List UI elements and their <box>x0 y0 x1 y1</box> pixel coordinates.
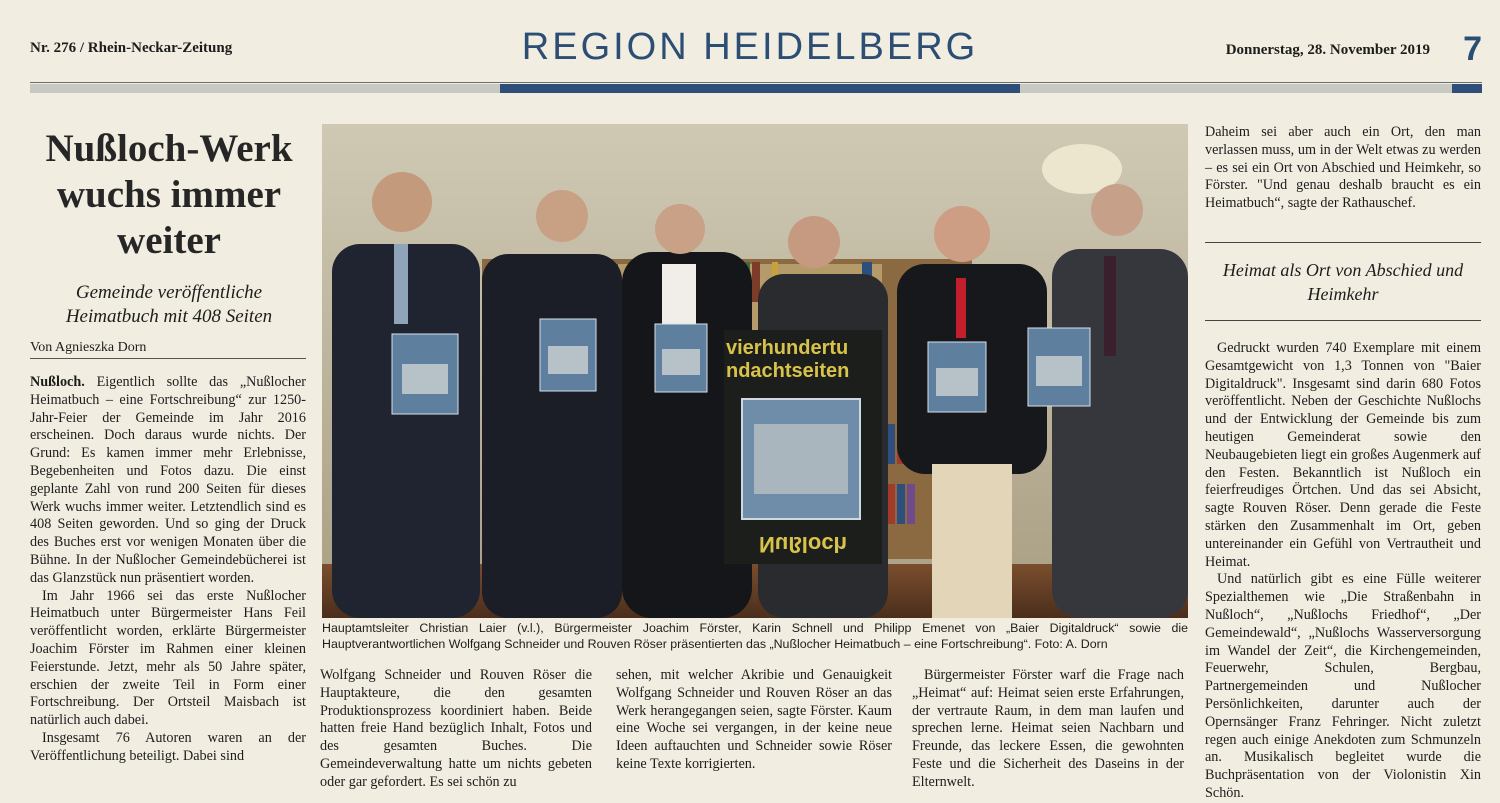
headline: Nußloch-Werk wuchs immer weiter <box>45 127 293 262</box>
book <box>655 324 707 392</box>
paragraph <box>30 374 306 588</box>
issue-label: Nr. 276 / Rhein-Neckar-Zeitung <box>30 40 233 56</box>
paragraph: Insgesamt 76 Autoren waren an der Veröffentlichung beteiligt. Dabei sind <box>30 729 306 764</box>
paragraph: Daheim sei aber auch ein Ort, den man verlassen muss, um in der Welt etwas zu werden – es sei ein Ort von Abschied und Heimkehr, so Förster. "Und genau deshalb braucht es ein Heimatbuch“, sagte der Rathauschef. <box>1205 124 1481 212</box>
pullquote-rule-bottom <box>1205 320 1481 321</box>
paragraph: Und natürlich gibt es eine Fülle weiterer Spezialthemen wie „Die Straßenbahn in Nußloch“, „Nußlochs Friedhof“, „Der Gemeindewald“, „Nußlochs Wasserversorgung im Wandel der Zeit“, die Kirchengemeinden, Feuerwehr, Schulen, Bergbau, Partnergemeinden und Nußlocher Persönlichkeiten, darunter auch der Opernsänger Franz Fehringer. Nicht zuletzt regen auch einige Anekdoten zum Schmunzeln an. Musikalisch begleitet wurde die Buchpräsentation von der Violonistin Xin Schön. <box>1205 571 1481 801</box>
book <box>1028 328 1090 406</box>
header-bar-accent <box>500 84 1020 93</box>
page-number: 7 <box>1463 30 1482 68</box>
paragraph: Im Jahr 1966 sei das erste Nußlocher Heimatbuch unter Bürgermeister Hans Feil veröffentlicht worden, erklärte Bürgermeister Joachim Förster im Rahmen einer kleinen Feierstunde. Jetzt, mehr als 50 Jahre später, erschien der zweite Teil in Form einer Fortschreibung. Der Ortsteil Maisbach ist natürlich auch dabei. <box>30 587 306 729</box>
pullquote: Heimat als Ort von Abschied und Heimkehr <box>1222 260 1464 304</box>
poster-text-line1: vierhundertu <box>726 337 849 359</box>
article-column-3 <box>616 667 892 774</box>
book <box>540 319 596 391</box>
poster-text-bottom: Nußloch <box>759 532 847 557</box>
article-column-5-top <box>1205 124 1481 213</box>
article-column-1 <box>30 374 306 766</box>
article-column-4 <box>912 667 1184 792</box>
paragraph: Bürgermeister Förster warf die Frage nach „Heimat“ auf: Heimat seien erste Erfahrungen, der vertraute Raum, in dem man laufen und sprechen lerne. Heimat seien Nachbarn und Freunde, das leckere Essen, die gewohnten Feste und die Sicherheit des Daseins in der Elternwelt. <box>912 667 1184 790</box>
paragraph: Wolfgang Schneider und Rouven Röser die Hauptakteure, die den gesamten Produktionsprozess koordiniert haben. Beide hatten freie Hand bezüglich Inhalt, Fotos und des gesamten Buches. Die Gemeindeverwaltung hatte um nichts gebeten oder gar gefordert. Es sei schön zu <box>320 667 592 790</box>
poster-text-line2: ndachtseiten <box>726 360 850 382</box>
book <box>392 334 458 414</box>
poster <box>724 330 882 564</box>
section-title: REGION HEIDELBERG <box>521 26 979 68</box>
pullquote-rule-top <box>1205 242 1481 243</box>
photo-caption: Hauptamtsleiter Christian Laier (v.l.), Bürgermeister Joachim Förster, Karin Schnell und Philipp Emenet von „Baier Digitaldruck“ sowie die Hauptverantwortlichen Wolfgang Schneider und Rouven Röser präsentierten das „Nußlocher Heimatbuch – eine Fortschreibung“. Foto: A. Dorn <box>322 621 1188 651</box>
subheadline: Gemeinde veröffentliche Heimatbuch mit 408 Seiten <box>65 282 273 327</box>
book <box>928 342 986 412</box>
byline: Von Agnieszka Dorn <box>30 340 306 359</box>
header-bar-accent-right <box>1452 84 1482 93</box>
photo-scene <box>322 124 1188 618</box>
article-column-2 <box>320 667 592 792</box>
header-rule <box>30 82 1482 83</box>
paragraph: sehen, mit welcher Akribie und Genauigkeit Wolfgang Schneider und Rouven Röser an das Werk herangegangen seien, sagte Förster. Kaum eine Woche sei vergangen, in der keine neue Ideen auftauchten und Schneider sowie Röser keine Texte korrigierten. <box>616 667 892 772</box>
article-photo <box>322 124 1188 618</box>
paragraph: Gedruckt wurden 740 Exemplare mit einem Gesamtgewicht von 1,3 Tonnen von "Baier Digitaldruck". Insgesamt sind darin 680 Fotos veröffentlicht. Neben der Geschichte Nußlochs und der Entwicklung der Gemeinde bis zum heutigen Gemeinderat sowie den Neubaugebieten liegt ein großes Augenmerk auf den Festen. Bekanntlich ist Nußloch ein feierfreudiges Örtchen. Und das sei Absicht, sagte Rouven Röser. Denn gerade die Feste stärken den Zusammenhalt im Ort, geben untereinander ein Gefühl von Vertrautheit und Heimat. <box>1205 340 1481 570</box>
issue-date: Donnerstag, 28. November 2019 <box>1225 42 1430 58</box>
article-column-5-bottom <box>1205 340 1481 803</box>
dateline: Nußloch. <box>30 374 85 390</box>
paragraph-text: Eigentlich sollte das „Nußlocher Heimatbuch – eine Fortschreibung“ zur 1250-Jahr-Feier der Gemeinde im Jahr 2016 erscheinen. Doch daraus wurde nichts. Der Grund: Es kamen immer mehr Erlebnisse, Begebenheiten und Fotos dazu. Die einst geplante Zahl von rund 200 Seiten für dieses Werk wuchs immer weiter. Letztendlich sind es 408 Seiten geworden. Und so ging der Druck des Buches erst vor wenigen Monaten über die Bühne. In der Nußlocher Gemeindebücherei ist das Glanzstück nun präsentiert worden. <box>30 374 306 586</box>
